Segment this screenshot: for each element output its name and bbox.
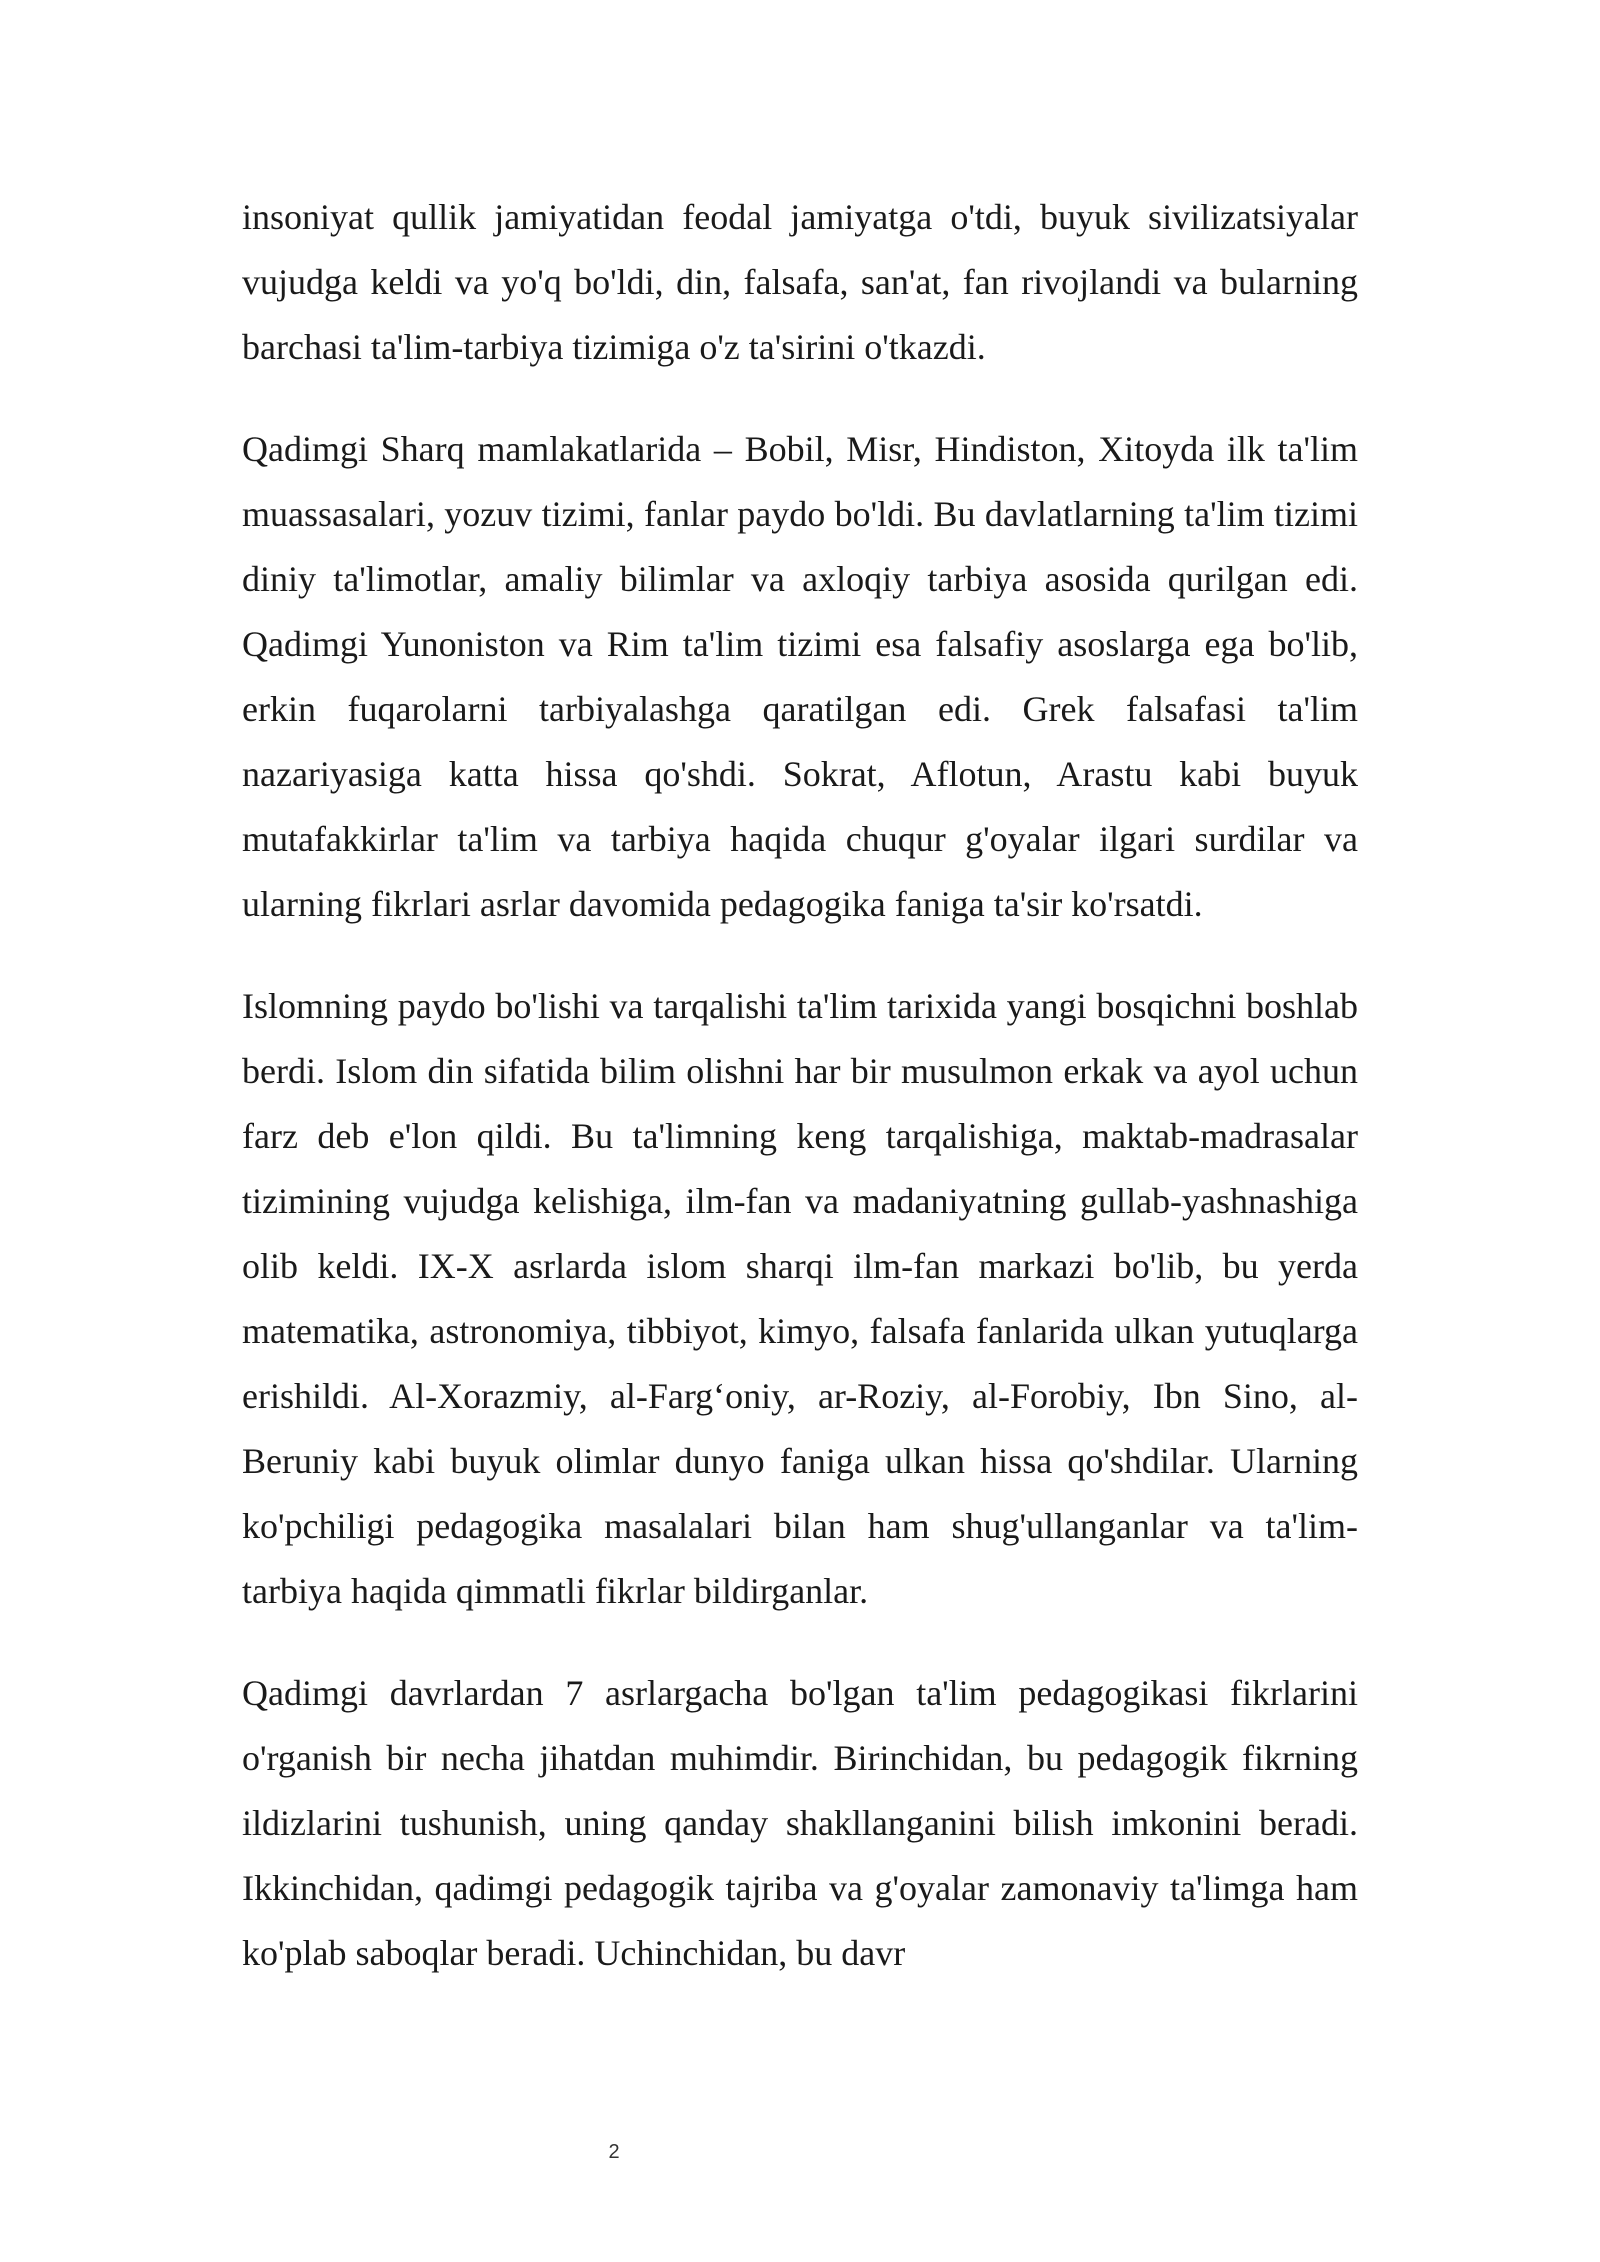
page-number: 2 xyxy=(608,2141,620,2163)
page-body xyxy=(242,185,1358,2023)
paragraph-3: Islomning paydo bo'lishi va tarqalishi ta'lim tarixida yangi bosqichni boshlab berdi. Islom din sifatida bilim olishni har bir musulmon erkak va ayol uchun farz deb e'lon qildi. Bu ta'limning keng tarqalishiga, maktab-madrasalar tizimining vujudga kelishiga, ilm-fan va madaniyatning gullab-yashnashiga olib keldi. IX-X asrlarda islom sharqi ilm-fan markazi bo'lib, bu yerda matematika, astronomiya, tibbiyot, kimyo, falsafa fanlarida ulkan yutuqlarga erishildi. Al-Xorazmiy, al-Farg‘oniy, ar-Roziy, al-Forobiy, Ibn Sino, al-Beruniy kabi buyuk olimlar dunyo faniga ulkan hissa qo'shdilar. Ularning ko'pchiligi pedagogika masalalari bilan ham shug'ullanganlar va ta'lim-tarbiya haqida qimmatli fikrlar bildirganlar. xyxy=(242,986,1358,1611)
paragraph-1: insoniyat qullik jamiyatidan feodal jamiyatga o'tdi, buyuk sivilizatsiyalar vujudga keldi va yo'q bo'ldi, din, falsafa, san'at, fan rivojlandi va bularning barchasi ta'lim-tarbiya tizimiga o'z ta'sirini o'tkazdi. xyxy=(242,197,1358,367)
paragraph-4: Qadimgi davrlardan 7 asrlargacha bo'lgan ta'lim pedagogikasi fikrlarini o'rganish bir necha jihatdan muhimdir. Birinchidan, bu pedagogik fikrning ildizlarini tushunish, uning qanday shakllanganini bilish imkonini beradi. Ikkinchidan, qadimgi pedagogik tajriba va g'oyalar zamonaviy ta'limga ham ko'plab saboqlar beradi. Uchinchidan, bu davr xyxy=(242,1673,1358,1973)
paragraph-2: Qadimgi Sharq mamlakatlarida – Bobil, Misr, Hindiston, Xitoyda ilk ta'lim muassasalari, yozuv tizimi, fanlar paydo bo'ldi. Bu davlatlarning ta'lim tizimi diniy ta'limotlar, amaliy bilimlar va axloqiy tarbiya asosida qurilgan edi. Qadimgi Yunoniston va Rim ta'lim tizimi esa falsafiy asoslarga ega bo'lib, erkin fuqarolarni tarbiyalashga qaratilgan edi. Grek falsafasi ta'lim nazariyasiga katta hissa qo'shdi. Sokrat, Aflotun, Arastu kabi buyuk mutafakkirlar ta'lim va tarbiya haqida chuqur g'oyalar ilgari surdilar va ularning fikrlari asrlar davomida pedagogika faniga ta'sir ko'rsatdi. xyxy=(242,429,1358,924)
